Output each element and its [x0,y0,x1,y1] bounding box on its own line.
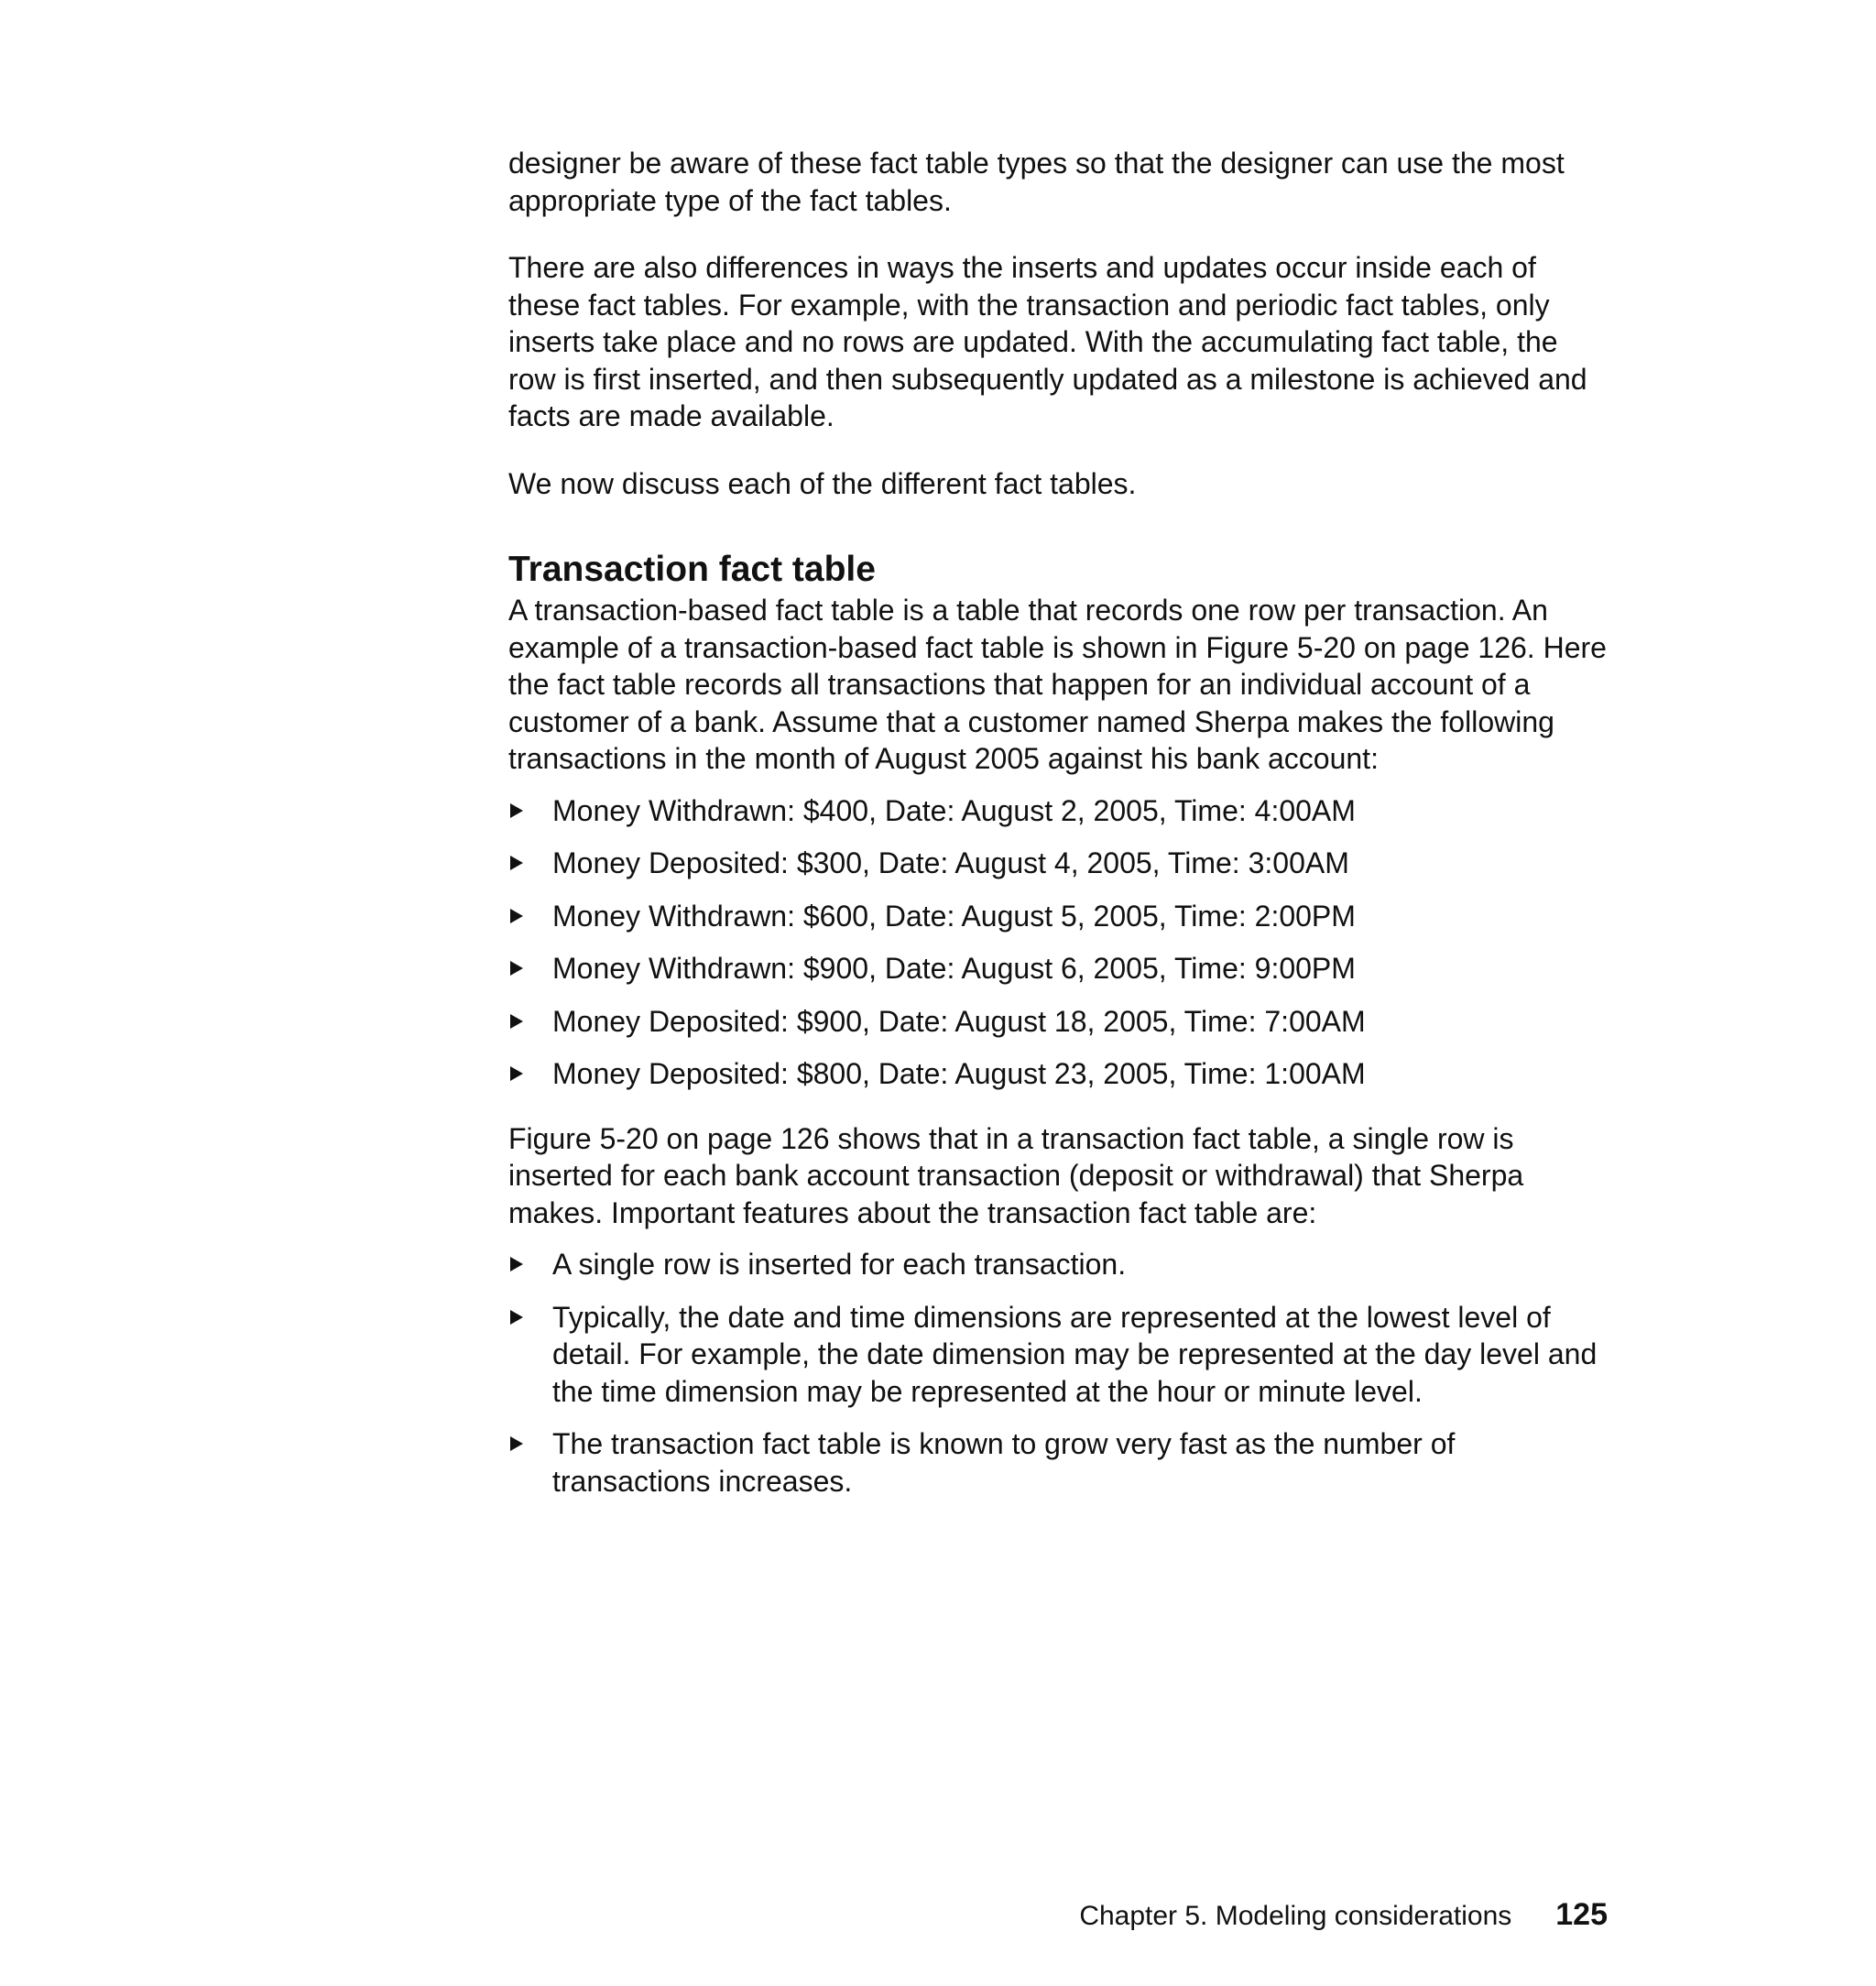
list-item-text: A single row is inserted for each transaction. [552,1248,1127,1281]
list-item [508,950,1608,988]
transaction-list [508,792,1608,1093]
triangle-bullet-icon [510,1014,523,1029]
triangle-bullet-icon [510,1436,523,1451]
summary-paragraph: Figure 5-20 on page 126 shows that in a transaction fact table, a single row is inserted for each bank account transaction (deposit or withdrawal) that Sherpa makes. Important features about the transaction fact table are: [508,1121,1524,1229]
triangle-bullet-icon [510,909,523,923]
list-item [508,792,1608,830]
page-number: 125 [1555,1897,1608,1932]
list-item [508,1425,1608,1500]
list-item [508,1299,1608,1411]
list-item [508,845,1608,882]
list-item [508,1055,1608,1093]
body-paragraph-1: designer be aware of these fact table types so that the designer can use the most appropriate type of the fact tables. [508,147,1565,217]
list-item-text: Money Deposited: $800, Date: August 23, 2005, Time: 1:00AM [552,1057,1366,1090]
text-column [508,145,1608,1500]
triangle-bullet-icon [510,1257,523,1271]
list-item-text: Money Withdrawn: $900, Date: August 6, 2005, Time: 9:00PM [552,952,1356,985]
triangle-bullet-icon [510,961,523,976]
triangle-bullet-icon [510,1066,523,1081]
triangle-bullet-icon [510,1310,523,1325]
list-item-text: Money Deposited: $900, Date: August 18, 2005, Time: 7:00AM [552,1004,1366,1038]
triangle-bullet-icon [510,803,523,818]
chapter-title: Chapter 5. Modeling considerations [1079,1901,1512,1931]
section-intro: A transaction-based fact table is a table that records one row per transaction. An example of a transaction-based fact table is shown in Figure 5-20 on page 126. Here the fact table records all transactions that happen for an individual account of a customer of a bank. Assume that a customer named Sherpa makes the following transactions in the month of August 2005 against his bank account: [508,594,1607,775]
list-item [508,898,1608,935]
page-footer [1079,1898,1608,1933]
body-paragraph-3: We now discuss each of the different fact tables. [508,466,1137,500]
list-item-text: Money Withdrawn: $400, Date: August 2, 2005, Time: 4:00AM [552,793,1356,827]
list-item-text: Typically, the date and time dimensions are represented at the lowest level of detail. For example, the date dimension may be represented at the day level and the time dimension may be represented at the hour or minute level. [552,1300,1598,1408]
triangle-bullet-icon [510,856,523,870]
list-item [508,1003,1608,1041]
list-item-text: Money Withdrawn: $600, Date: August 5, 2005, Time: 2:00PM [552,899,1356,933]
features-list [508,1246,1608,1500]
list-item-text: Money Deposited: $300, Date: August 4, 2005, Time: 3:00AM [552,846,1349,879]
list-item [508,1246,1608,1283]
list-item-text: The transaction fact table is known to grow very fast as the number of transactions increases. [552,1427,1456,1498]
body-paragraph-2: There are also differences in ways the inserts and updates occur inside each of these fact tables. For example, with the transaction and periodic fact tables, only inserts take place and no rows are updated. With the accumulating fact table, the row is first inserted, and then subsequently updated as a milestone is achieved and facts are made available. [508,251,1587,432]
section-heading: Transaction fact table [508,550,876,589]
